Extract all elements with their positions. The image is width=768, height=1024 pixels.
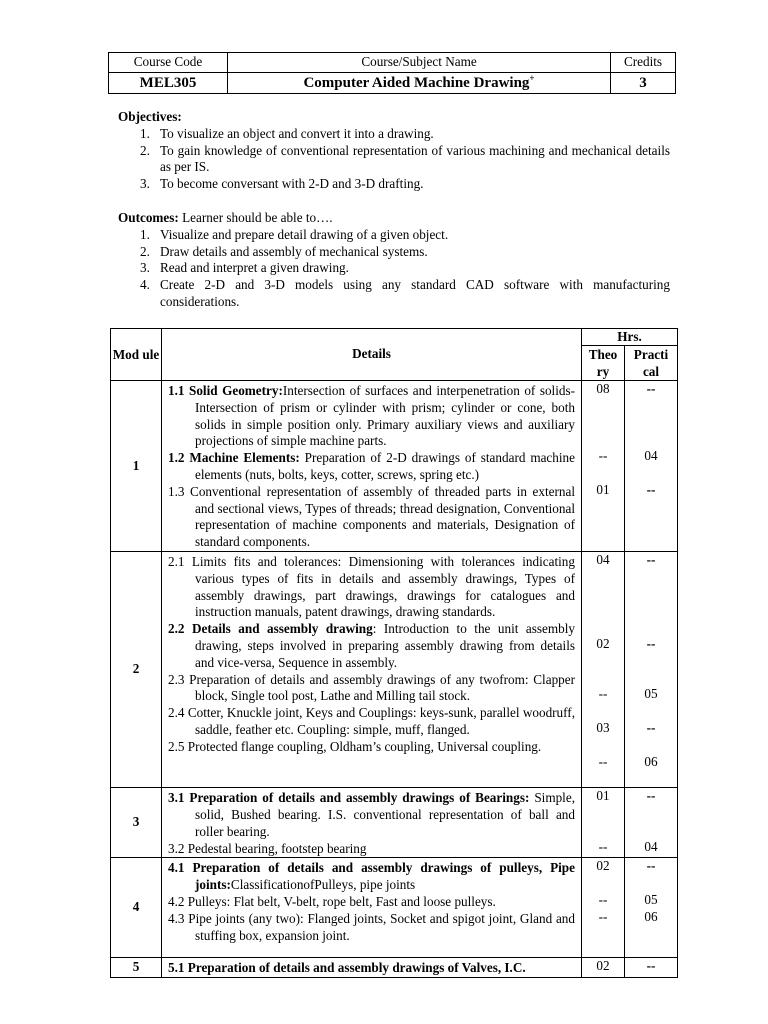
objective-item	[118, 143, 670, 177]
module-theory-hours	[582, 552, 625, 788]
practical-header: Practi cal	[625, 346, 678, 381]
module-item-heading: 4.1 Preparation of details and assembly drawings of pulleys, Pipe joints:	[168, 860, 575, 893]
module-practical-hours	[625, 958, 678, 978]
module-details	[162, 788, 582, 858]
objective-item-text: To become conversant with 2-D and 3-D drafting.	[160, 176, 424, 192]
module-item	[168, 705, 575, 739]
theory-header: Theo ry	[582, 346, 625, 381]
module-item-heading: 3.1 Preparation of details and assembly drawings of Bearings:	[168, 790, 530, 806]
theory-hours-value: --	[598, 838, 608, 854]
course-name-superscript: +	[529, 72, 535, 83]
module-header-label: Mod ule	[112, 347, 160, 362]
module-row	[111, 552, 678, 788]
course-name: Computer Aided Machine Drawing	[303, 74, 530, 91]
module-theory-hours	[582, 958, 625, 978]
module-number: 4	[111, 858, 162, 958]
theory-hours-value: 02	[596, 858, 610, 874]
theory-hours-value: 01	[596, 481, 610, 497]
practical-hours-value: 06	[644, 908, 658, 924]
practical-hours-value: --	[646, 858, 656, 874]
course-table-value-row	[109, 73, 676, 94]
objective-item-number: 1.	[140, 125, 150, 141]
module-theory-hours	[582, 788, 625, 858]
module-item-text: Preparation of 2-D drawings of standard machine elements (nuts, bolts, keys, cotter, screws, spring etc.)	[195, 450, 575, 482]
module-item-text: 2.3 Preparation of details and assembly drawings of any twofrom: Clapper block, Single tool post, Lathe and Milling tail stock.	[168, 671, 575, 704]
module-item-heading: 2.2 Details and assembly drawing	[168, 621, 373, 637]
module-practical-hours	[625, 381, 678, 552]
theory-hours-value: 04	[596, 552, 610, 567]
practical-hours-value: 06	[644, 753, 658, 769]
module-item-text: ClassificationofPulleys, pipe joints	[230, 877, 416, 893]
module-row	[111, 381, 678, 552]
module-item	[168, 672, 575, 706]
module-item	[168, 484, 575, 551]
outcome-item-number: 1.	[140, 226, 150, 242]
practical-hours-value: --	[646, 481, 656, 497]
module-item	[168, 911, 575, 945]
outcome-item-text: Create 2-D and 3-D models using any standard CAD software with manufacturing considerations.	[160, 277, 670, 309]
module-item	[168, 450, 575, 484]
module-theory-hours	[582, 381, 625, 552]
outcome-item-text: Draw details and assembly of mechanical systems.	[160, 243, 428, 259]
module-item-text: 2.5 Protected flange coupling, Oldham’s coupling, Universal coupling.	[168, 738, 542, 754]
module-item	[168, 790, 575, 840]
credits-header: Credits	[611, 53, 676, 73]
module-practical-hours	[625, 788, 678, 858]
outcome-item	[118, 260, 670, 277]
objectives-section	[118, 109, 670, 193]
module-table	[110, 328, 678, 978]
module-item-text: : Introduction to the unit assembly drawing, steps involved in preparing assembly drawing from details and vice-versa, Sequence in assembly.	[195, 621, 575, 670]
module-practical-hours	[625, 552, 678, 788]
module-item-heading: 1.2 Machine Elements:	[168, 450, 300, 466]
practical-hours-value: --	[646, 552, 656, 567]
module-item	[168, 960, 575, 977]
objectives-title: Objectives:	[118, 109, 182, 124]
hrs-header: Hrs.	[582, 329, 678, 346]
module-item-text: Simple, solid, Bushed bearing. I.S. conventional representation of ball and roller bearing.	[195, 790, 575, 839]
outcome-item-text: Read and interpret a given drawing.	[160, 260, 349, 276]
module-row	[111, 958, 678, 978]
module-item	[168, 739, 575, 756]
module-item-text: 2.4 Cotter, Knuckle joint, Keys and Couplings: keys-sunk, parallel woodruff, saddle, feather etc. Coupling: simple, muff, flanged.	[168, 705, 575, 737]
theory-hours-value: 02	[596, 958, 610, 974]
course-name-header: Course/Subject Name	[228, 53, 611, 73]
outcome-item-number: 3.	[140, 260, 150, 276]
objective-item-number: 2.	[140, 142, 150, 158]
course-code-header: Course Code	[109, 53, 228, 73]
outcome-item	[118, 277, 670, 311]
course-name-cell	[228, 73, 611, 94]
module-table-body	[111, 381, 678, 978]
module-details	[162, 381, 582, 552]
practical-hours-value: 04	[644, 838, 658, 854]
outcomes-section	[118, 210, 670, 311]
module-number: 5	[111, 958, 162, 978]
outcomes-title: Outcomes:	[118, 210, 179, 225]
module-item-heading: 5.1 Preparation of details and assembly drawings of Valves, I.C.	[168, 960, 526, 976]
theory-hours-value: --	[598, 753, 608, 769]
practical-hours-value: 05	[644, 891, 658, 907]
module-table-header-row	[111, 329, 678, 346]
module-details	[162, 858, 582, 958]
credits-value: 3	[611, 73, 676, 94]
outcome-item	[118, 244, 670, 261]
module-number: 3	[111, 788, 162, 858]
outcomes-intro: Learner should be able to….	[178, 210, 333, 225]
course-table	[108, 52, 676, 94]
objective-item-text: To visualize an object and convert it into a drawing.	[160, 125, 434, 141]
module-number: 1	[111, 381, 162, 552]
module-row	[111, 788, 678, 858]
practical-hours-value: 04	[644, 448, 658, 464]
theory-hours-value: 02	[596, 636, 610, 651]
module-item-heading: 1.1 Solid Geometry:	[168, 383, 283, 398]
theory-hours-value: --	[598, 908, 608, 924]
objective-item	[118, 126, 670, 143]
module-item	[168, 621, 575, 671]
outcome-item	[118, 227, 670, 244]
module-item-text: 1.3 Conventional representation of assembly of threaded parts in external and sectional views, Types of threads; thread designation, Conventional representation of machine components and materials, Designation of standard components.	[168, 483, 575, 550]
theory-hours-value: 01	[596, 788, 610, 804]
practical-hours-value: 05	[644, 686, 658, 702]
course-table-header-row	[109, 53, 676, 73]
module-header	[111, 329, 162, 381]
module-number: 2	[111, 552, 162, 788]
theory-hours-value: --	[598, 448, 608, 464]
outcome-item-number: 4.	[140, 277, 150, 293]
module-item	[168, 860, 575, 894]
module-item-text: 4.3 Pipe joints (any two): Flanged joints, Socket and spigot joint, Gland and stuffing box, expansion joint.	[168, 910, 575, 943]
outcome-item-number: 2.	[140, 243, 150, 259]
objective-item	[118, 176, 670, 193]
module-item	[168, 894, 575, 911]
module-row	[111, 858, 678, 958]
theory-hours-value: --	[598, 891, 608, 907]
module-item-text: Intersection of surfaces and interpenetration of solids- Intersection of prism or cylinder with prism; cylinder or cone, both solids in simple position only. Primary auxiliary views and auxiliary projections of simple machine parts.	[195, 383, 575, 449]
objectives-list	[118, 126, 670, 193]
details-header: Details	[162, 329, 582, 381]
theory-hours-value: 08	[596, 381, 610, 396]
module-item-text: 2.1 Limits fits and tolerances: Dimensioning with tolerances indicating various types of fits in details and assembly drawings, Types of assembly drawings, part drawings, drawings for catalogues and instruction manuals, patent drawings, drawing standards.	[168, 554, 575, 620]
outcomes-list	[118, 227, 670, 311]
module-item	[168, 383, 575, 450]
practical-hours-value: --	[646, 788, 656, 804]
module-item-text: 4.2 Pulleys: Flat belt, V-belt, rope belt, Fast and loose pulleys.	[168, 893, 496, 909]
practical-hours-value: --	[646, 958, 656, 974]
theory-hours-value: --	[598, 686, 608, 702]
objective-item-number: 3.	[140, 176, 150, 192]
module-item	[168, 841, 575, 858]
module-theory-hours	[582, 858, 625, 958]
course-code: MEL305	[109, 73, 228, 94]
module-details	[162, 552, 582, 788]
module-practical-hours	[625, 858, 678, 958]
practical-hours-value: --	[646, 719, 656, 735]
theory-hours-value: 03	[596, 719, 610, 735]
practical-hours-value: --	[646, 636, 656, 651]
module-item	[168, 554, 575, 621]
objective-item-text: To gain knowledge of conventional representation of various machining and mechanical details as per IS.	[160, 142, 670, 175]
module-item-text: 3.2 Pedestal bearing, footstep bearing	[168, 840, 367, 856]
outcome-item-text: Visualize and prepare detail drawing of a given object.	[160, 226, 449, 242]
module-details	[162, 958, 582, 978]
practical-hours-value: --	[646, 381, 656, 396]
